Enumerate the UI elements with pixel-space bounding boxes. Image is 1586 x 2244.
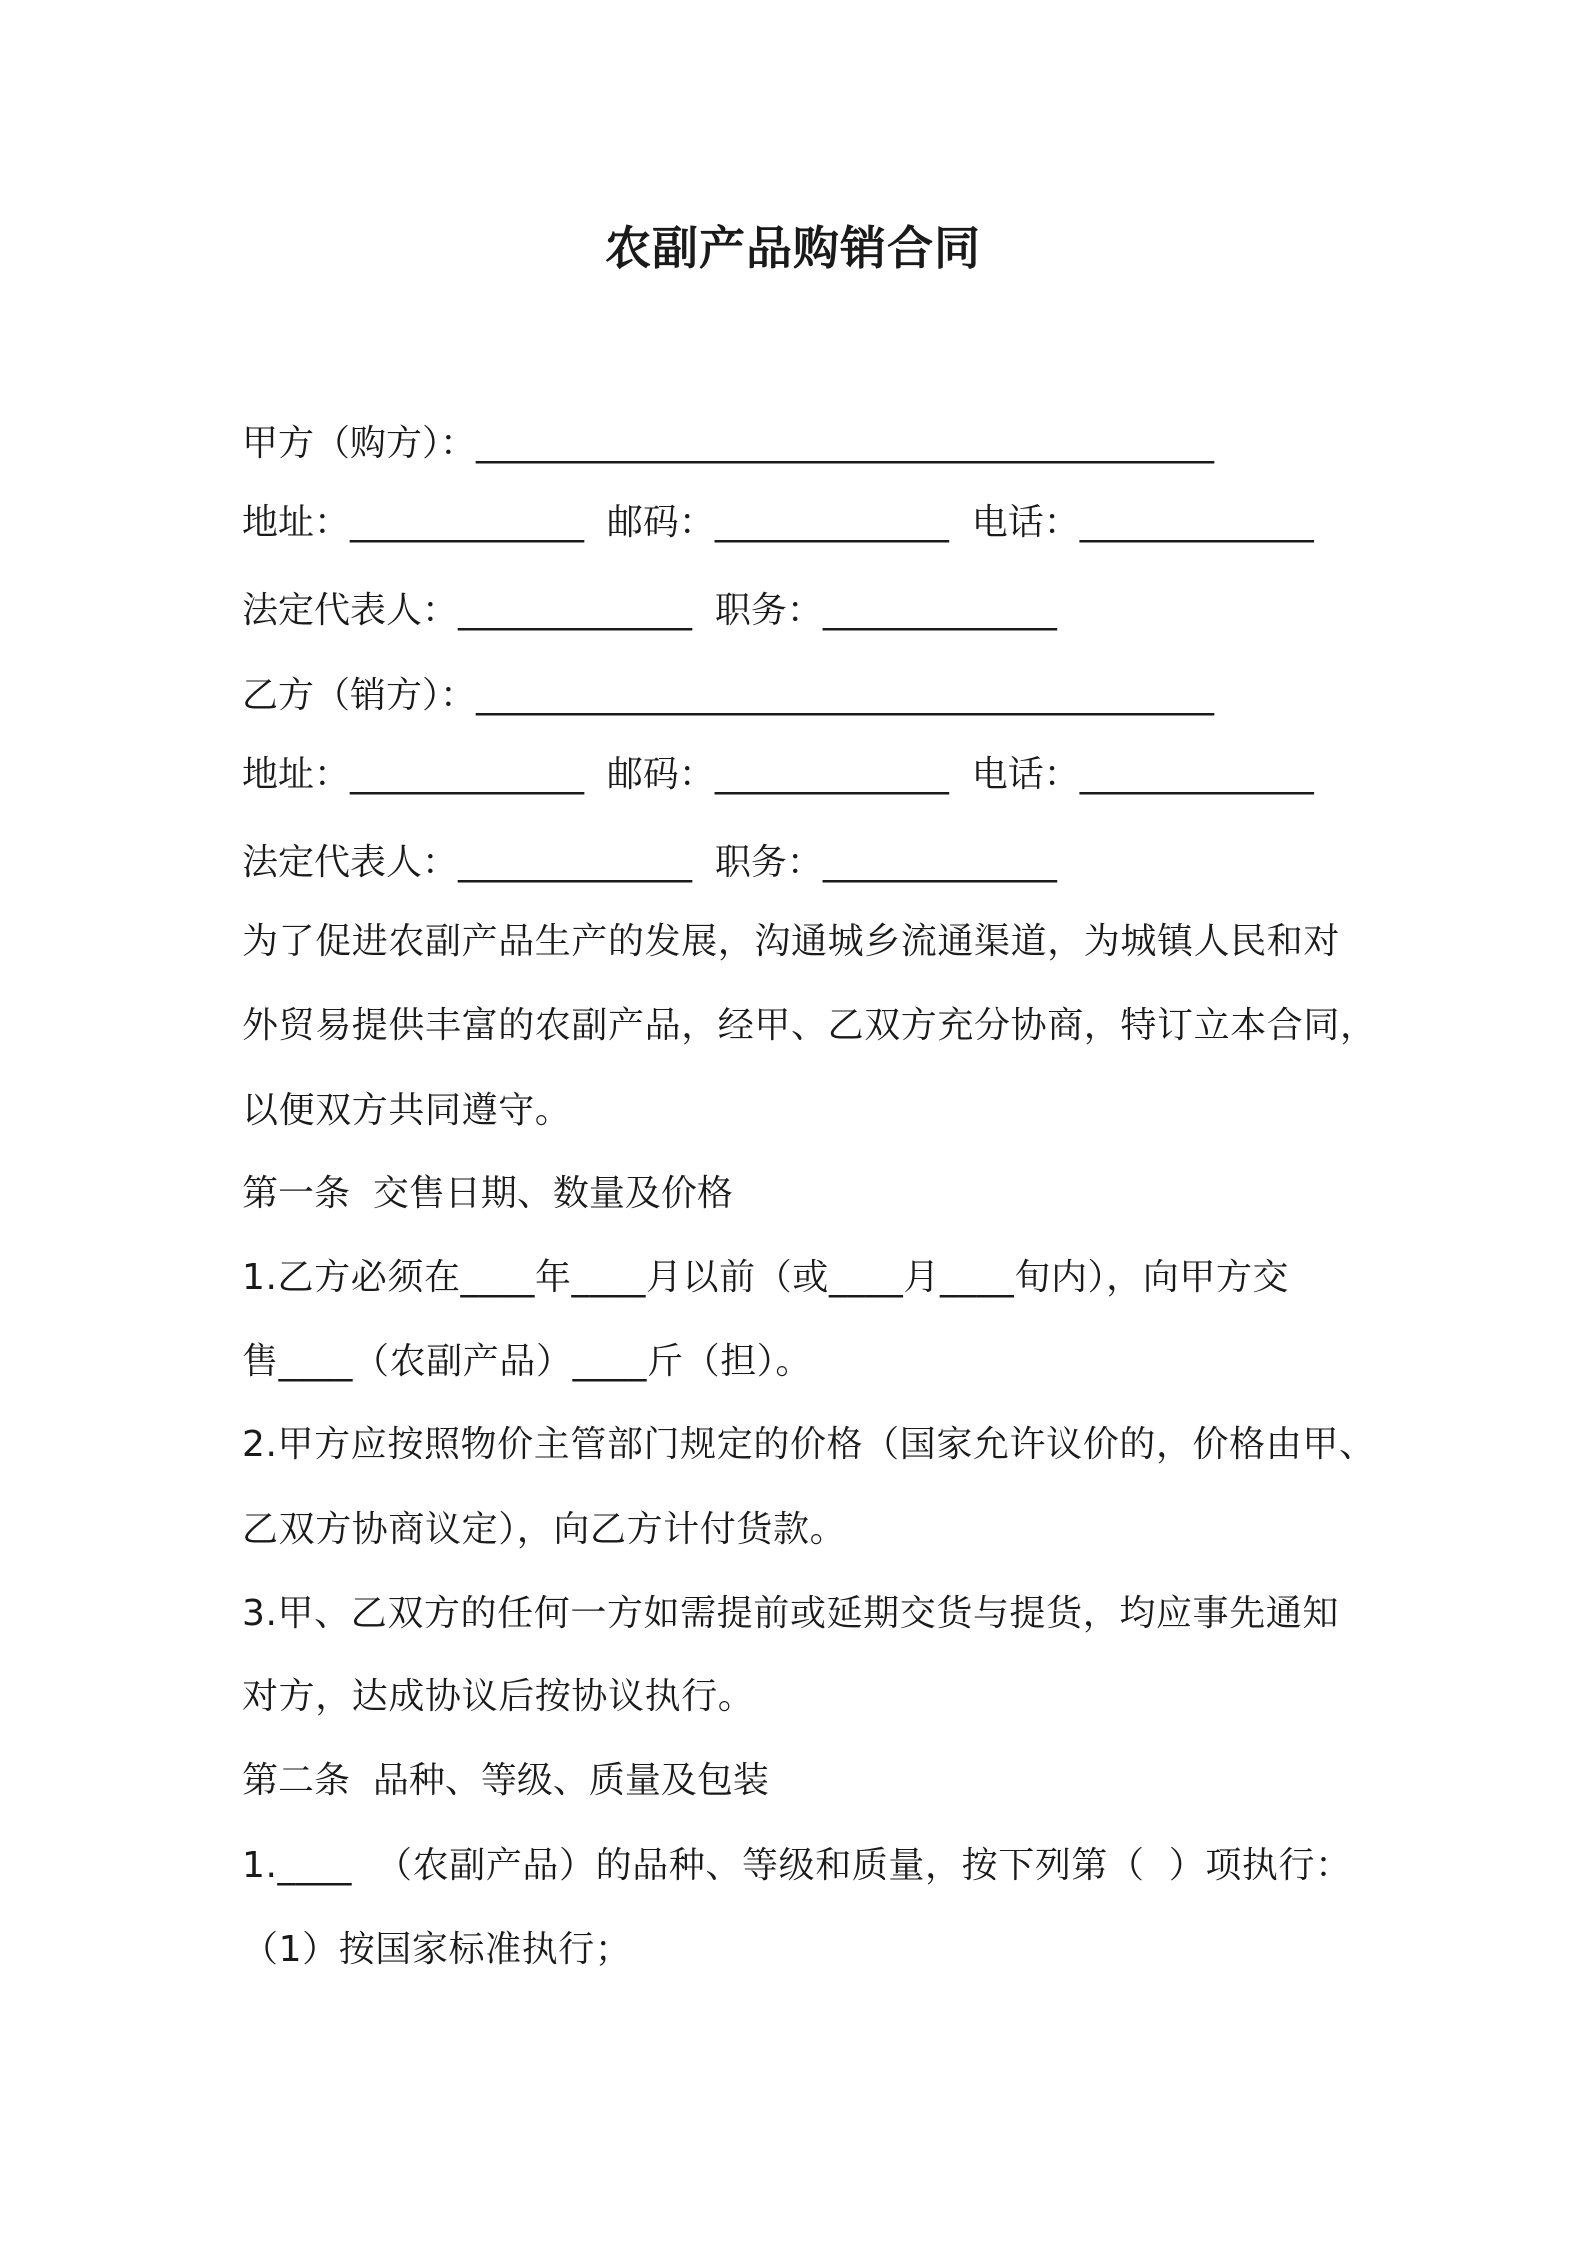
article-1-clause-line: 2.甲方应按照物价主管部门规定的价格（国家允许议价的，价格由甲、 xyxy=(242,1424,1376,1465)
article-1-clause-line: 对方，达成协议后按协议执行。 xyxy=(242,1676,755,1717)
article-1-clause-line: 乙双方协商议定），向乙方计付货款。 xyxy=(242,1509,847,1550)
party-a-contact-line: 地址：_____________ 邮码：_____________ 电话：_____________ xyxy=(242,502,1314,543)
party-b-line: 乙方（销方）：_________________________________________ xyxy=(242,675,1215,716)
intro-paragraph-line: 外贸易提供丰富的农副产品，经甲、乙双方充分协商，特订立本合同， xyxy=(242,1005,1377,1046)
party-b-representative-line: 法定代表人：_____________ 职务：_____________ xyxy=(242,842,1057,883)
article-2-clause-line: 1.____ （农副产品）的品种、等级和质量，按下列第（ ）项执行： xyxy=(242,1845,1352,1886)
party-a-line: 甲方（购方）：_________________________________________ xyxy=(242,423,1215,464)
article-1-heading: 第一条 交售日期、数量及价格 xyxy=(242,1173,733,1214)
article-2-clause-line: （1）按国家标准执行； xyxy=(242,1929,632,1970)
intro-paragraph-line: 以便双方共同遵守。 xyxy=(242,1090,572,1131)
article-2-heading: 第二条 品种、等级、质量及包装 xyxy=(242,1760,769,1801)
article-1-clause-line: 售____（农副产品）____斤（担）。 xyxy=(242,1341,812,1382)
article-1-clause-line: 3.甲、乙双方的任何一方如需提前或延期交货与提货，均应事先通知 xyxy=(242,1593,1339,1634)
party-a-representative-line: 法定代表人：_____________ 职务：_____________ xyxy=(242,590,1057,631)
intro-paragraph-line: 为了促进农副产品生产的发展，沟通城乡流通渠道，为城镇人民和对 xyxy=(242,921,1341,962)
document-title: 农副产品购销合同 xyxy=(605,221,981,275)
article-1-clause-line: 1.乙方必须在____年____月以前（或____月____旬内），向甲方交 xyxy=(242,1257,1290,1298)
party-b-contact-line: 地址：_____________ 邮码：_____________ 电话：_____________ xyxy=(242,754,1314,795)
